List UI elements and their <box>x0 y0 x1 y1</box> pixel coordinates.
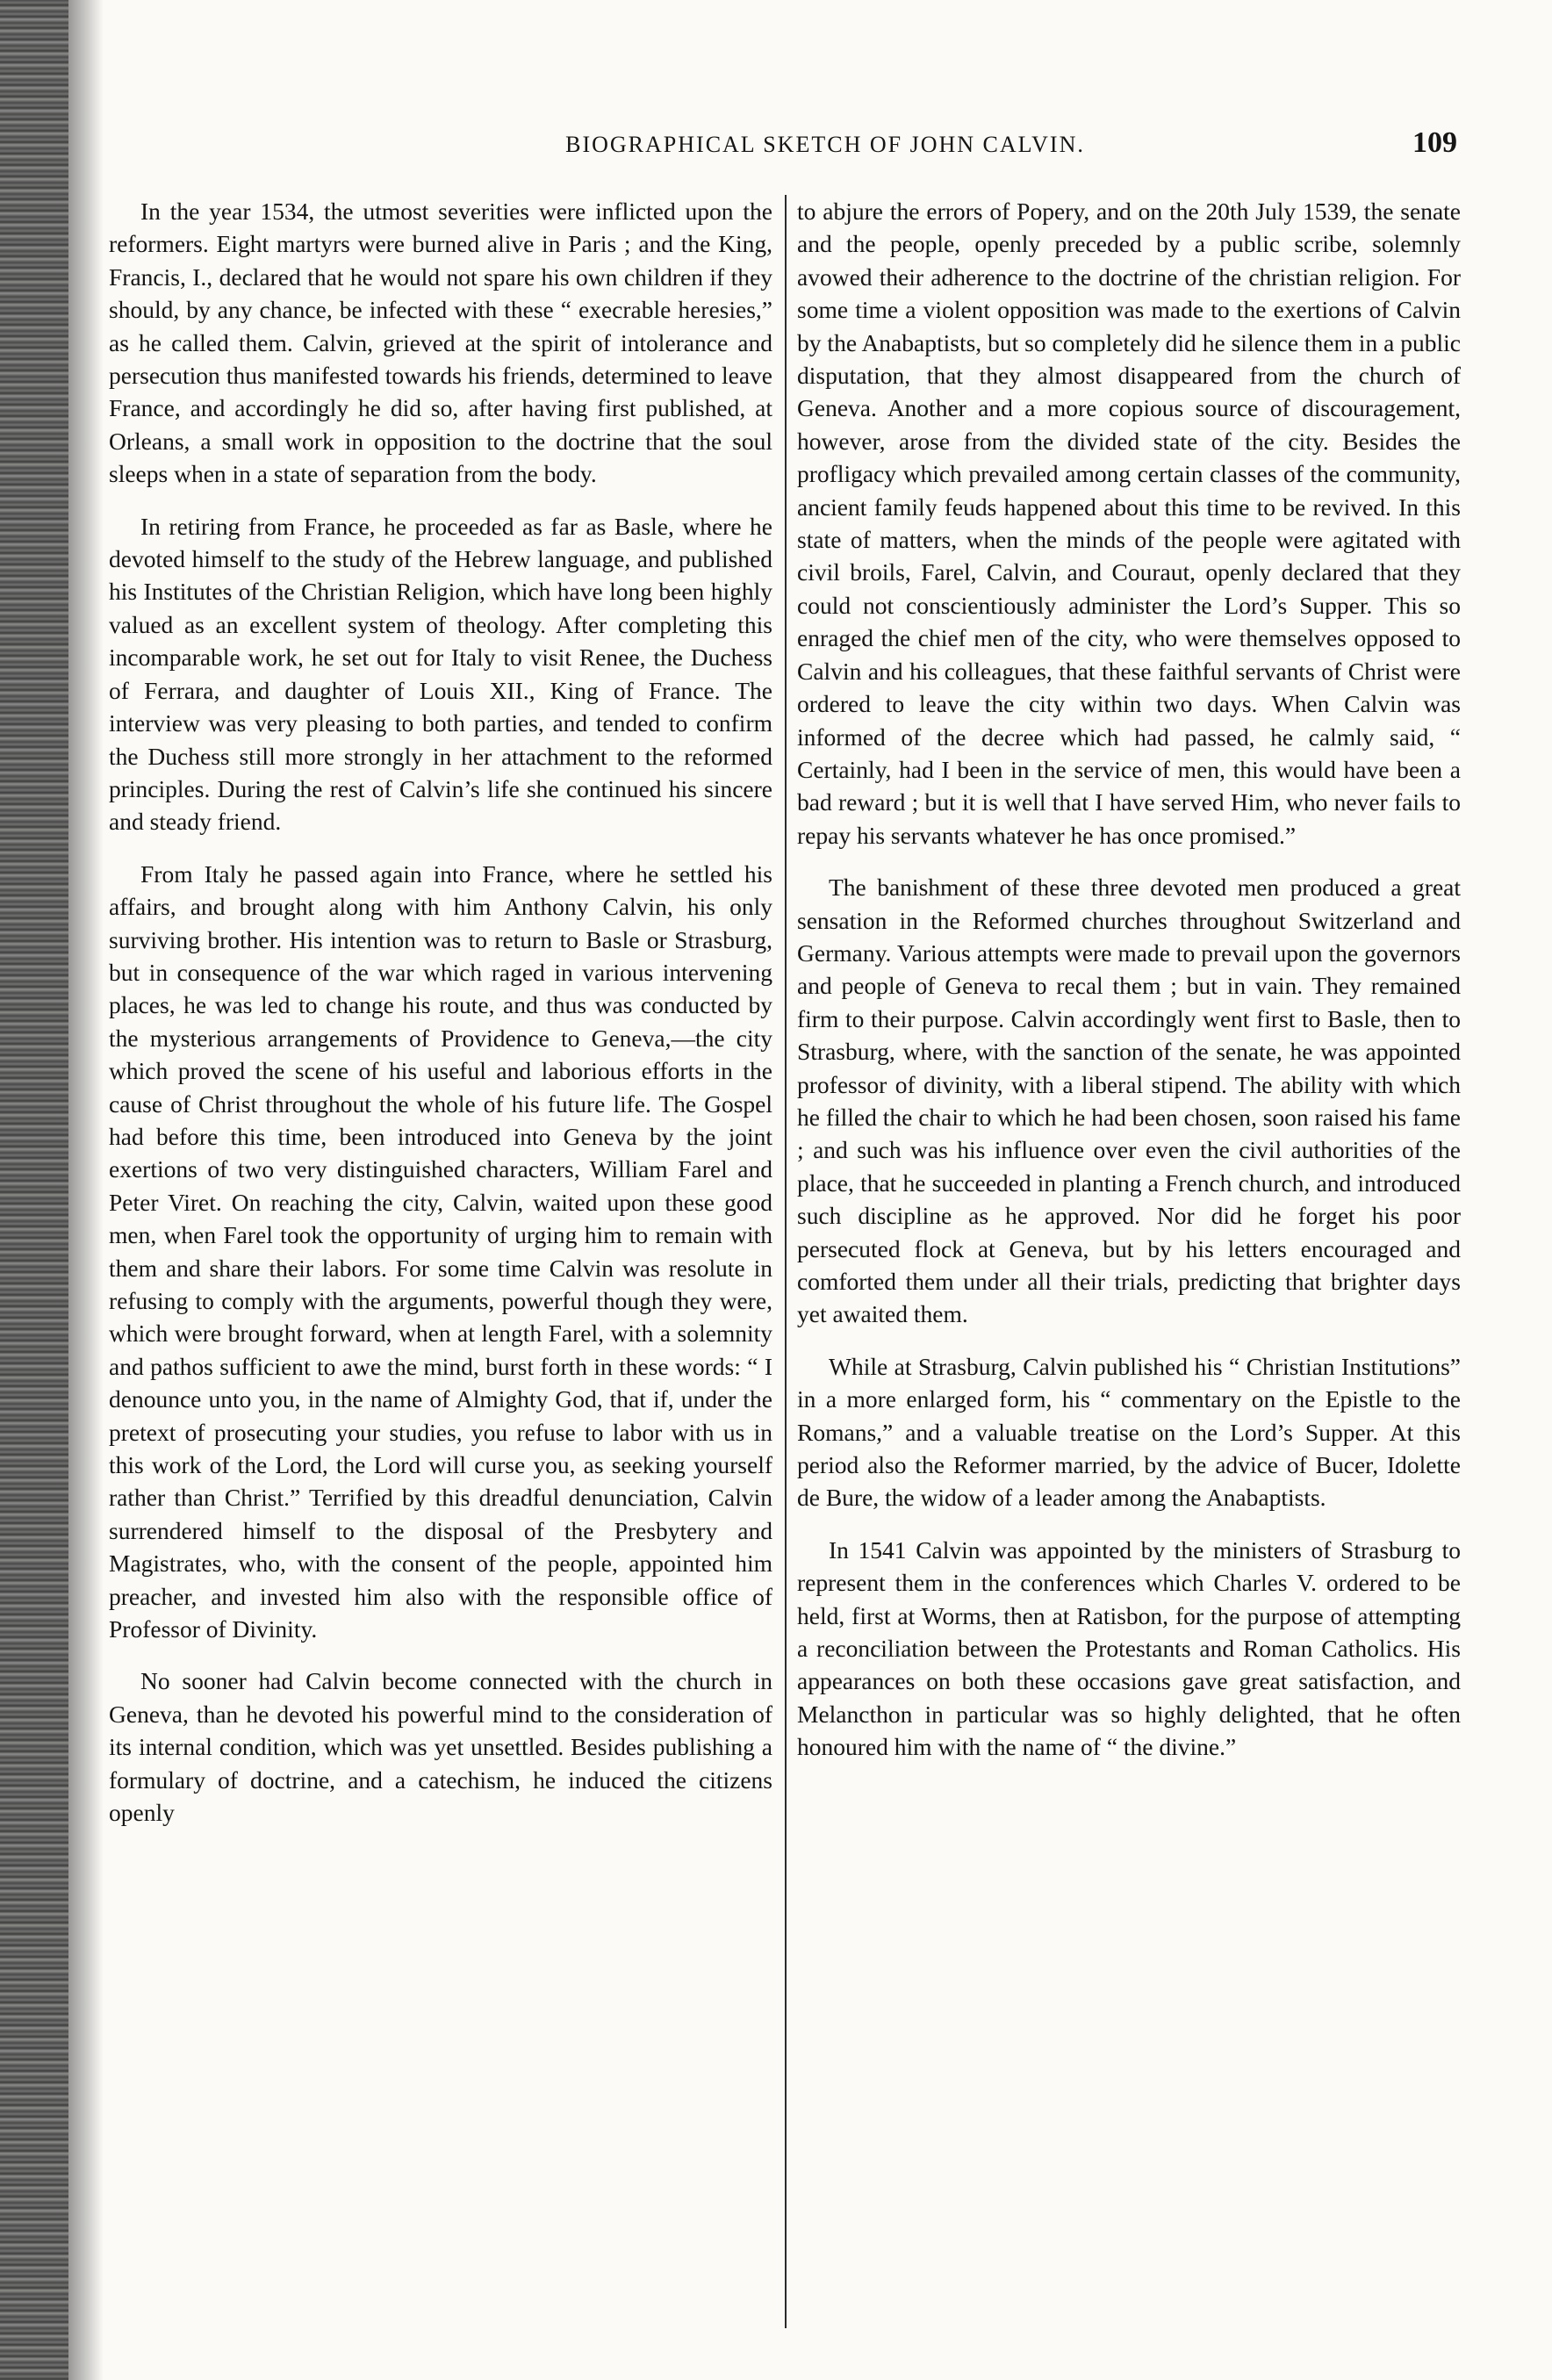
paragraph: In retiring from France, he proceeded as far as Basle, where he devoted himself to the study of the Hebrew language, and published his Institutes of the Christian Religion, which have long been highly valued as an excellent system of theology. After completing this incomparable work, he set out for Italy to visit Renee, the Duchess of Ferrara, and daughter of Louis XII., King of France. The interview was very pleasing to both parties, and tended to confirm the Duchess still more strongly in her attachment to the reformed principles. During the rest of Calvin’s life she continued his sincere and steady friend. <box>109 512 772 836</box>
paragraph: In the year 1534, the utmost severities were inflicted upon the reformers. Eight martyrs were burned alive in Paris ; and the King, Francis, I., declared that he would not spare his own children if they should, by any chance, be infected with these “ execrable heresies,” as he called them. Calvin, grieved at the spirit of intolerance and persecution thus manifested towards his friends, determined to leave France, and accordingly he did so, after having first published, at Orleans, a small work in opposition to the doctrine that the soul sleeps when in a state of separation from the body. <box>109 198 772 488</box>
left-column <box>109 195 772 2337</box>
running-title: BIOGRAPHICAL SKETCH OF JOHN CALVIN. <box>565 132 1085 157</box>
paragraph: While at Strasburg, Calvin published his “ Christian Institutions” in a more enlarged form, his “ commentary on the Epistle to the Romans,” and a valuable treatise on the Lord’s Supper. At this period also the Reformer married, by the advice of Bucer, Idolette de Bure, the widow of a leader among the Anabaptists. <box>797 1352 1461 1512</box>
page-number: 109 <box>1412 126 1457 159</box>
paragraph: No sooner had Calvin become connected with the church in Geneva, than he devoted his powerful mind to the consideration of its internal condition, which was yet unsettled. Besides publishing a formulary of doctrine, and a catechism, he induced the citizens openly <box>109 1667 772 1827</box>
paragraph-continued: to abjure the errors of Popery, and on the 20th July 1539, the senate and the people, openly preceded by a public scribe, solemnly avowed their adherence to the doctrine of the christian religion. For some time a violent opposition was made to the exertions of Calvin by the Anabaptists, but so completely did he silence them in a public disputation, that they almost disappeared from the church of Geneva. Another and a more copious source of discouragement, however, arose from the divided state of the city. Besides the profligacy which prevailed among certain classes of the community, ancient family feuds happened about this time to be revived. In this state of matters, when the minds of the people were agitated with civil broils, Farel, Calvin, and Couraut, openly declared that they could not conscientiously administer the Lord’s Supper. This so enraged the chief men of the city, who were themselves opposed to Calvin and his colleagues, that these faithful servants of Christ were ordered to leave the city within two days. When Calvin was informed of the decree which had passed, he calmly said, “ Certainly, had I been in the service of men, this would have been a bad reward ; but it is well that I have served Him, who never fails to repay his servants whatever he has once promised.” <box>797 198 1461 849</box>
right-column <box>797 195 1461 2337</box>
text-columns <box>109 195 1461 2337</box>
column-divider <box>785 195 787 2328</box>
paragraph: In 1541 Calvin was appointed by the ministers of Strasburg to represent them in the conferences which Charles V. ordered to be held, first at Worms, then at Ratisbon, for the purpose of attempting a reconciliation between the Protestants and Roman Catholics. His appearances on both these occasions gave great satisfaction, and Melancthon in particular was so highly delighted, that he often honoured him with the name of “ the divine.” <box>797 1535 1461 1761</box>
scanned-page-edge <box>0 0 68 2380</box>
paragraph: From Italy he passed again into France, where he settled his affairs, and brought along with him Anthony Calvin, his only surviving brother. His intention was to return to Basle or Strasburg, but in consequence of the war which raged in various intervening places, he was led to change his route, and thus was conducted by the mysterious arrangements of Providence to Geneva,—the city which proved the scene of his useful and laborious efforts in the cause of Christ throughout the whole of his future life. The Gospel had before this time, been introduced into Geneva by the joint exertions of two very distinguished characters, William Farel and Peter Viret. On reaching the city, Calvin, waited upon these good men, when Farel took the opportunity of urging him to remain with them and share their labors. For some time Calvin was resolute in refusing to comply with the arguments, powerful though they were, which were brought forward, when at length Farel, with a solemnity and pathos sufficient to awe the mind, burst forth in these words: “ I denounce unto you, in the name of Almighty God, that if, under the pretext of prosecuting your studies, you refuse to labor with us in this work of the Lord, the Lord will curse you, as seeking yourself rather than Christ.” Terrified by this dreadful denunciation, Calvin surrendered himself to the disposal of the Presbytery and Magistrates, who, with the consent of the people, appointed him preacher, and invested him also with the responsible office of Professor of Divinity. <box>109 859 772 1643</box>
page-header <box>88 126 1492 167</box>
paragraph: The banishment of these three devoted men produced a great sensation in the Reformed churches throughout Switzerland and Germany. Various attempts were made to prevail upon the governors and people of Geneva to recal them ; but in vain. They remained firm to their purpose. Calvin accordingly went first to Basle, then to Strasburg, where, with the sanction of the senate, he was appointed professor of divinity, with a liberal stipend. The ability with which he filled the chair to which he had been chosen, soon raised his fame ; and such was his influence over even the civil authorities of the place, that he succeeded in planting a French church, and introduced such discipline as he approved. Nor did he forget his poor persecuted flock at Geneva, but by his letters encouraged and comforted them under all their trials, predicting that brighter days yet awaited them. <box>797 874 1461 1328</box>
